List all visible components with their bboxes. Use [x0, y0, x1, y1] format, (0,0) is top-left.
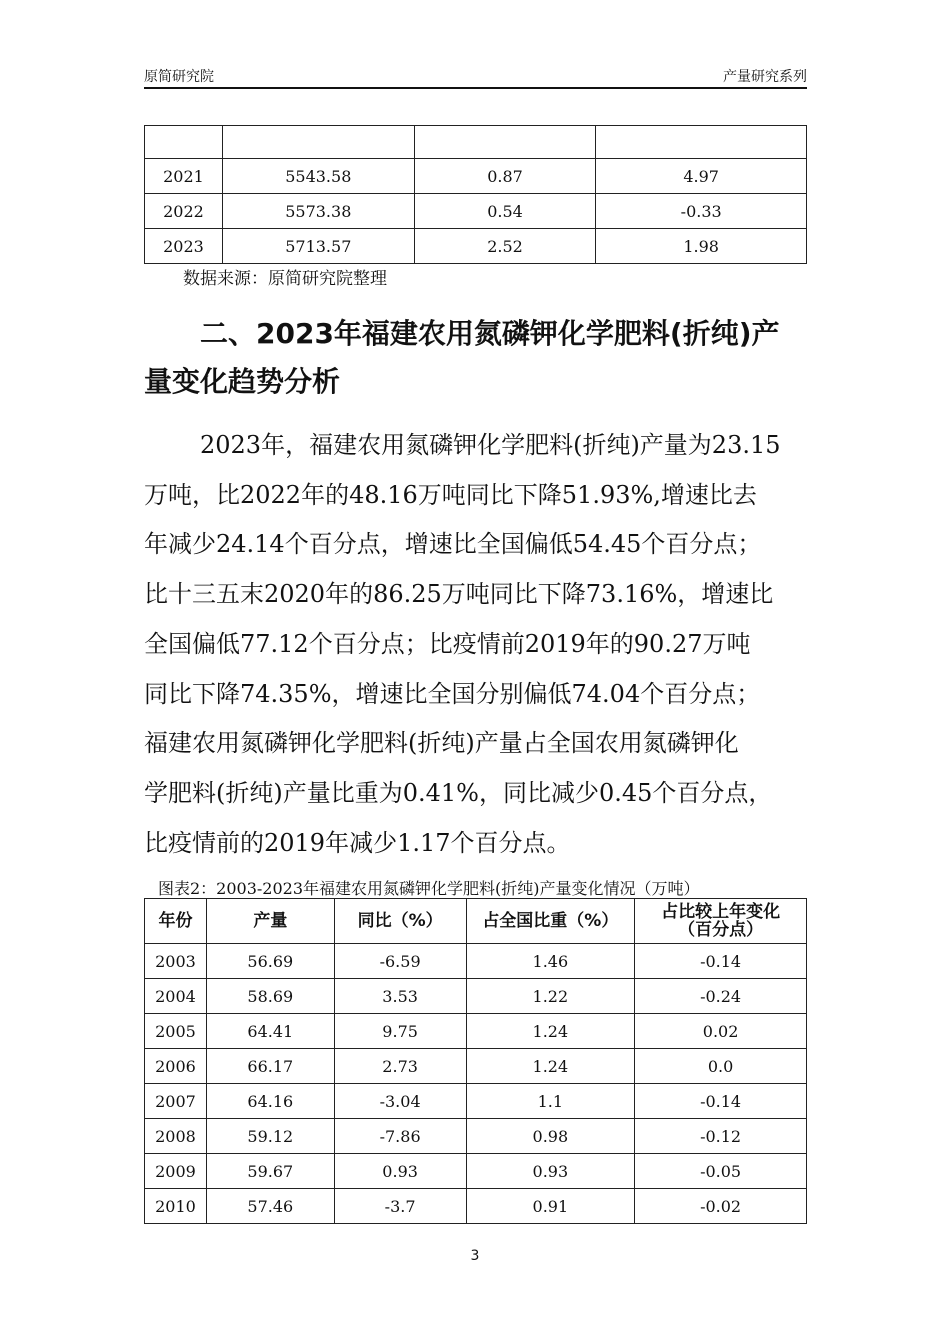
table-cell: 2008 [145, 1119, 207, 1154]
table-cell: 59.67 [206, 1154, 334, 1189]
table-cell: 2007 [145, 1084, 207, 1119]
table-cell: 2.73 [334, 1049, 466, 1084]
table-cell: 5573.38 [222, 194, 414, 229]
table-cell: 5543.58 [222, 159, 414, 194]
table-cell: -0.05 [635, 1154, 807, 1189]
table-row [145, 979, 807, 1014]
table-cell: 1.22 [466, 979, 635, 1014]
paragraph-line: 福建农用氮磷钾化学肥料(折纯)产量占全国农用氮磷钾化 [144, 729, 739, 758]
table-cell: 2009 [145, 1154, 207, 1189]
table-cell: -6.59 [334, 944, 466, 979]
table-cell: -7.86 [334, 1119, 466, 1154]
table-cell: 0.54 [414, 194, 596, 229]
table-cell: 2021 [145, 159, 223, 194]
table-cell: 59.12 [206, 1119, 334, 1154]
table-caption: 图表2：2003-2023年福建农用氮磷钾化学肥料(折纯)产量变化情况（万吨） [158, 879, 700, 898]
paragraph-line: 比十三五末2020年的86.25万吨同比下降73.16%，增速比 [144, 580, 774, 609]
table-cell: -0.02 [635, 1189, 807, 1224]
table-row [145, 159, 807, 194]
table-cell: -0.24 [635, 979, 807, 1014]
col-header: 产量 [206, 899, 334, 944]
table-cell: 2022 [145, 194, 223, 229]
table-cell: 1.98 [596, 229, 807, 264]
table-row [145, 1014, 807, 1049]
table-cell: 9.75 [334, 1014, 466, 1049]
table-cell: 2006 [145, 1049, 207, 1084]
table-cell: -3.7 [334, 1189, 466, 1224]
table-cell: 66.17 [206, 1049, 334, 1084]
paragraph-line: 学肥料(折纯)产量比重为0.41%，同比减少0.45个百分点， [144, 778, 773, 807]
table-row [145, 1049, 807, 1084]
table-cell: 2003 [145, 944, 207, 979]
table-row [145, 1084, 807, 1119]
paragraph-line: 比疫情前的2019年减少1.17个百分点。 [144, 828, 571, 857]
table-cell: 5713.57 [222, 229, 414, 264]
table-cell: 0.93 [334, 1154, 466, 1189]
paragraph-line: 同比下降74.35%，增速比全国分别偏低74.04个百分点； [144, 679, 761, 708]
col-header: 占全国比重（%） [466, 899, 635, 944]
col-header: 同比（%） [334, 899, 466, 944]
table-cell: 3.53 [334, 979, 466, 1014]
section-heading-line1: 二、2023年福建农用氮磷钾化学肥料(折纯)产 [200, 317, 780, 350]
table-row [145, 1154, 807, 1189]
table-cell: -0.14 [635, 1084, 807, 1119]
header-left: 原简研究院 [144, 69, 214, 85]
table-row [145, 1189, 807, 1224]
table-cell: 1.24 [466, 1014, 635, 1049]
table-cell: 64.41 [206, 1014, 334, 1049]
page-number: 3 [470, 1248, 480, 1264]
table-cell: 2010 [145, 1189, 207, 1224]
table-cell: 0.02 [635, 1014, 807, 1049]
table-cell: 0.0 [635, 1049, 807, 1084]
header-rule [144, 87, 807, 89]
table-row [145, 194, 807, 229]
table-cell: -0.14 [635, 944, 807, 979]
section-heading-line2: 量变化趋势分析 [144, 365, 341, 398]
table-row [145, 1119, 807, 1154]
table-cell: 1.24 [466, 1049, 635, 1084]
table-cell: 56.69 [206, 944, 334, 979]
table-cell: 0.93 [466, 1154, 635, 1189]
table-cell: 2005 [145, 1014, 207, 1049]
table-cell: 2004 [145, 979, 207, 1014]
table-cell: 64.16 [206, 1084, 334, 1119]
table-cell: 0.87 [414, 159, 596, 194]
table-row [145, 944, 807, 979]
table-cell: 2.52 [414, 229, 596, 264]
table-2 [144, 898, 807, 1224]
paragraph-line: 万吨，比2022年的48.16万吨同比下降51.93%,增速比去 [144, 480, 757, 509]
paragraph-line: 2023年，福建农用氮磷钾化学肥料(折纯)产量为23.15 [200, 431, 781, 459]
table-cell: 57.46 [206, 1189, 334, 1224]
table-cell: 0.98 [466, 1119, 635, 1154]
table-cell: 2023 [145, 229, 223, 264]
table-row [145, 229, 807, 264]
table-cell: 4.97 [596, 159, 807, 194]
source-note: 数据来源：原简研究院整理 [183, 269, 387, 289]
table-cell: -0.33 [596, 194, 807, 229]
table-cell: 0.91 [466, 1189, 635, 1224]
table-cell: 1.46 [466, 944, 635, 979]
table-cell: 1.1 [466, 1084, 635, 1119]
table-1 [144, 125, 807, 264]
paragraph-line: 年减少24.14个百分点，增速比全国偏低54.45个百分点； [144, 530, 762, 559]
table-cell: -0.12 [635, 1119, 807, 1154]
col-header: 占比较上年变化（百分点） [635, 899, 807, 944]
paragraph-line: 全国偏低77.12个百分点；比疫情前2019年的90.27万吨 [144, 629, 751, 658]
header-right: 产量研究系列 [723, 69, 807, 85]
table-cell: 58.69 [206, 979, 334, 1014]
col-header: 年份 [145, 899, 207, 944]
table-cell: -3.04 [334, 1084, 466, 1119]
